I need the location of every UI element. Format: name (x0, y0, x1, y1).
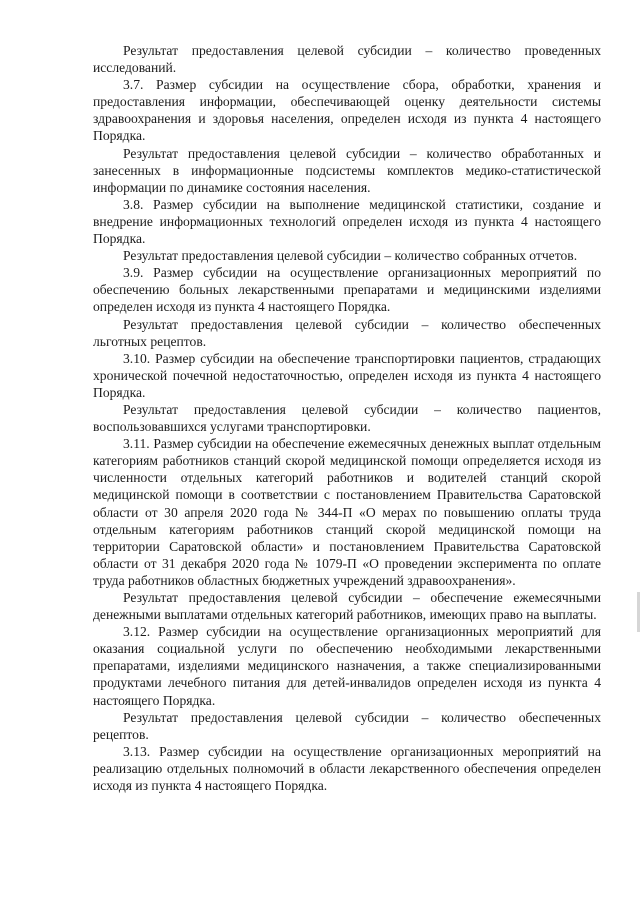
document-body (93, 42, 601, 794)
paragraph-3-11: 3.11. Размер субсидии на обеспечение ежемесячных денежных выплат отдельным категориям работников станций скорой медицинской помощи определяется исходя из численности отдельных категорий работников и водителей станций скорой медицинской помощи в соответствии с постановлением Правительства Саратовской области от 30 апреля 2020 года № 344-П «О мерах по повышению оплаты труда отдельным категориям работников станций скорой медицинской помощи на территории Саратовской области» и постановлением Правительства Саратовской области от 31 декабря 2020 года № 1079-П «О проведении эксперимента по оплате труда работников областных бюджетных учреждений здравоохранения». (93, 436, 601, 588)
paragraph-result-3-8: Результат предоставления целевой субсидии – количество собранных отчетов. (123, 248, 578, 264)
paragraph-3-9: 3.9. Размер субсидии на осуществление организационных мероприятий по обеспечению больных лекарственными препаратами и медицинскими изделиями определен исходя из пункта 4 настоящего Порядка. (93, 265, 601, 315)
paragraph-result-3-11: Результат предоставления целевой субсидии – обеспечение ежемесячными денежными выплатами отдельных категорий работников, имеющих право на выплаты. (93, 590, 601, 623)
paragraph-result-studies: Результат предоставления целевой субсидии – количество проведенных исследований. (93, 43, 601, 76)
paragraph-3-13: 3.13. Размер субсидии на осуществление организационных мероприятий на реализацию отдельных полномочий в области лекарственного обеспечения определен исходя из пункта 4 настоящего Порядка. (93, 743, 601, 794)
paragraph-result-3-12: Результат предоставления целевой субсидии – количество обеспеченных рецептов. (93, 709, 601, 742)
paragraph-3-12: 3.12. Размер субсидии на осуществление организационных мероприятий для оказания социальной услуги по обеспечению необходимыми лекарственными препаратами, изделиями медицинского назначения, а также специализированными продуктами лечебного питания для детей-инвалидов определен исходя из пункта 4 настоящего Порядка. (93, 624, 601, 708)
paragraph-result-3-10: Результат предоставления целевой субсидии – количество пациентов, воспользовавшихся услугами транспортировки. (93, 401, 601, 435)
paragraph-3-8: 3.8. Размер субсидии на выполнение медицинской статистики, создание и внедрение информационных технологий определен исходя из пункта 4 настоящего Порядка. (93, 196, 601, 247)
paragraph-3-10: 3.10. Размер субсидии на обеспечение транспортировки пациентов, страдающих хронической почечной недостаточностью, определен исходя из пункта 4 настоящего Порядка. (93, 350, 601, 400)
paragraph-result-3-9: Результат предоставления целевой субсидии – количество обеспеченных льготных рецептов. (93, 316, 601, 349)
paragraph-3-7: 3.7. Размер субсидии на осуществление сбора, обработки, хранения и предоставления информации, обеспечивающей оценку деятельности системы здравоохранения и здоровья населения, определен исходя из пункта 4 настоящего Порядка. (93, 77, 601, 144)
paragraph-result-3-7: Результат предоставления целевой субсидии – количество обработанных и занесенных в информационные подсистемы комплектов медико-статистической информации по динамике состояния населения. (93, 145, 601, 195)
